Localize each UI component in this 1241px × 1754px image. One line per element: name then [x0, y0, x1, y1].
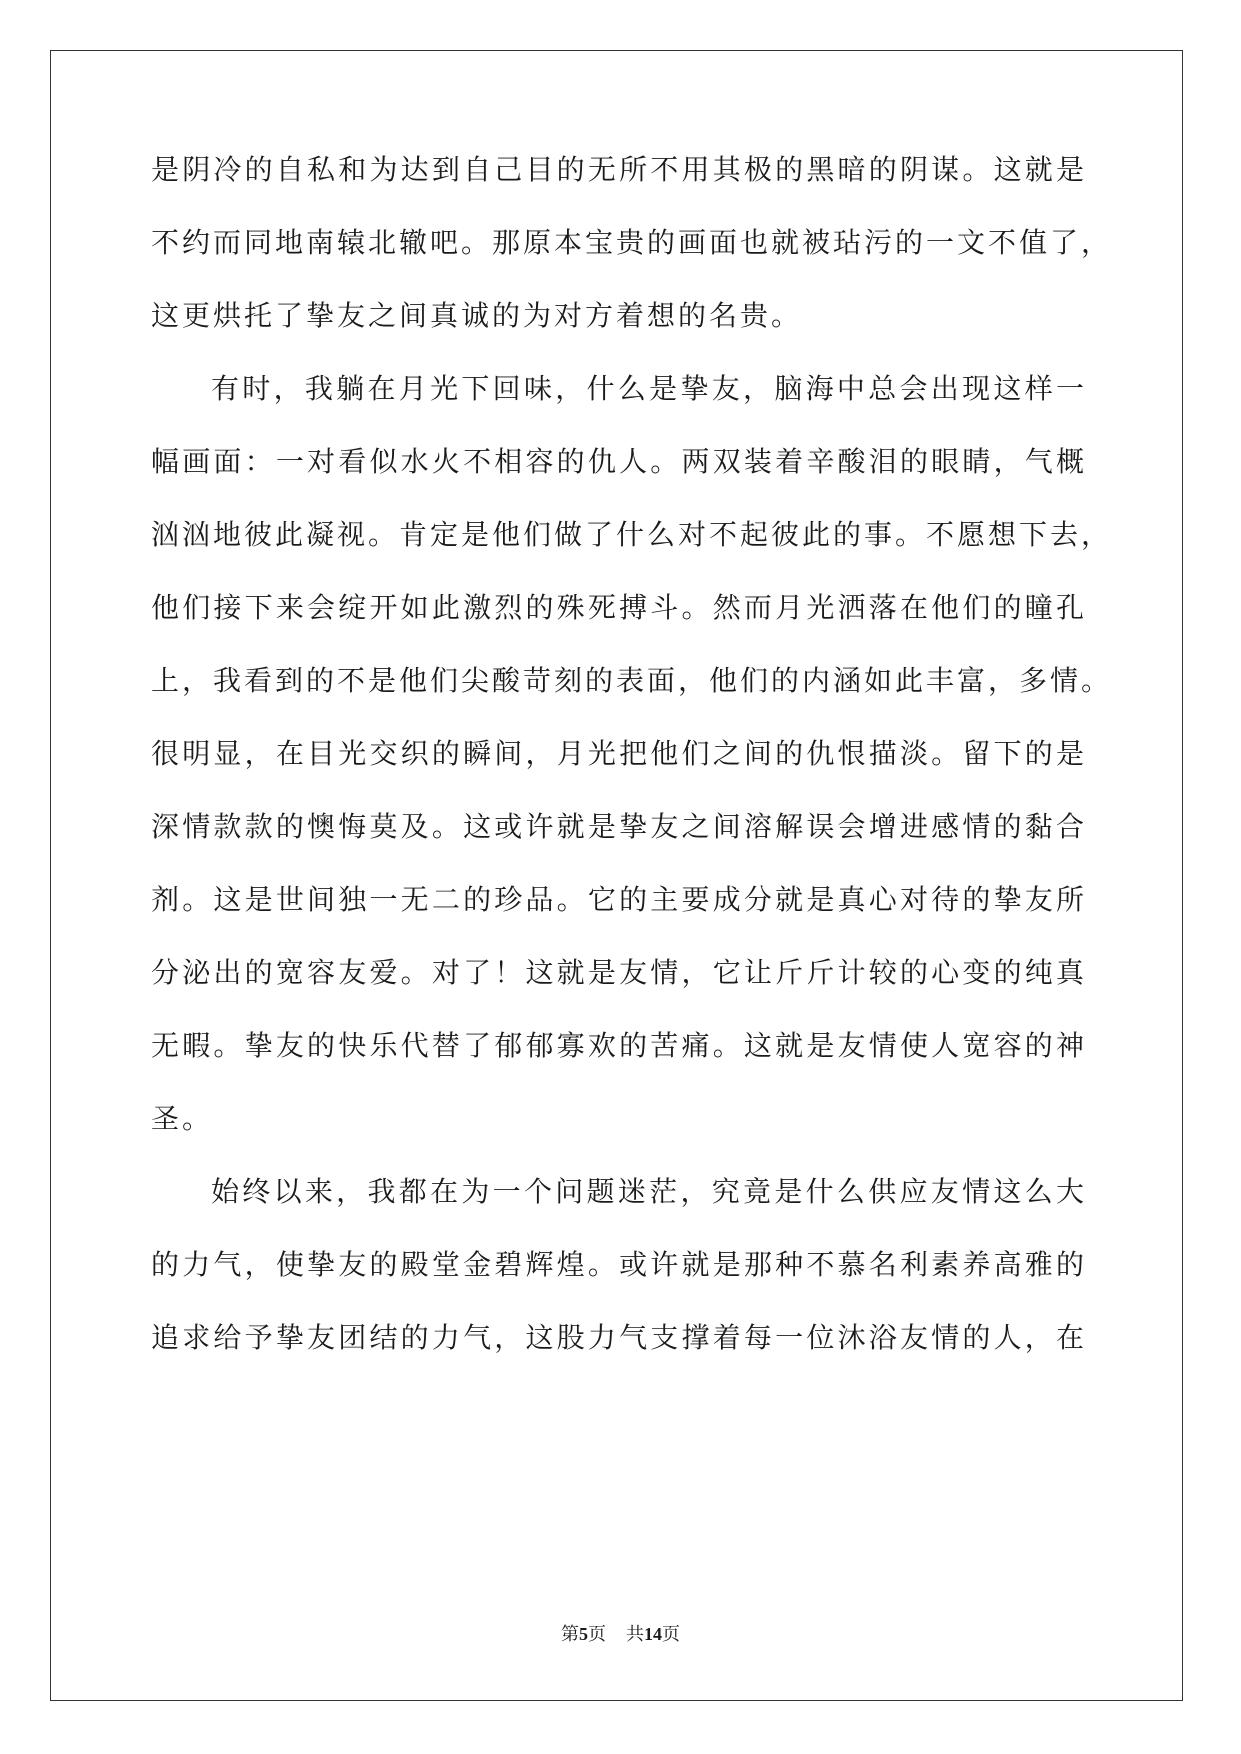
page-number: 5: [579, 1624, 588, 1644]
text-line: 不约而同地南辕北辙吧。那原本宝贵的画面也就被玷污的一文不值了，: [151, 226, 1113, 259]
page-unit: 页: [588, 1624, 606, 1644]
total-prefix: 共: [626, 1624, 644, 1644]
text-line: 深情款款的懊悔莫及。这或许就是挚友之间溶解误会增进感情的黏合: [151, 810, 1087, 843]
page-prefix: 第: [561, 1624, 579, 1644]
text-line: 上，我看到的不是他们尖酸苛刻的表面，他们的内涵如此丰富，多情。: [151, 664, 1113, 697]
text-line: 这更烘托了挚友之间真诚的为对方着想的名贵。: [151, 299, 803, 332]
text-line: 很明显，在目光交织的瞬间，月光把他们之间的仇恨描淡。留下的是: [151, 737, 1087, 770]
total-pages: 14: [644, 1624, 662, 1644]
text-line: 分泌出的宽容友爱。对了！这就是友情，它让斤斤计较的心变的纯真: [151, 956, 1087, 989]
paragraph-start-line: 有时，我躺在月光下回味，什么是挚友，脑海中总会出现这样一: [211, 372, 1087, 405]
text-line: 汹汹地彼此凝视。肯定是他们做了什么对不起彼此的事。不愿想下去，: [151, 518, 1113, 551]
text-line: 他们接下来会绽开如此激烈的殊死搏斗。然而月光洒落在他们的瞳孔: [151, 591, 1087, 624]
text-line: 追求给予挚友团结的力气，这股力气支撑着每一位沐浴友情的人，在: [151, 1321, 1087, 1354]
text-line: 幅画面：一对看似水火不相容的仇人。两双装着辛酸泪的眼睛，气概: [151, 445, 1087, 478]
text-line: 是阴冷的自私和为达到自己目的无所不用其极的黑暗的阴谋。这就是: [151, 153, 1087, 186]
text-line: 圣。: [151, 1102, 214, 1135]
paragraph-start-line: 始终以来，我都在为一个问题迷茫，究竟是什么供应友情这么大: [211, 1175, 1087, 1208]
page-footer: [0, 1622, 1241, 1646]
text-line: 无暇。挚友的快乐代替了郁郁寡欢的苦痛。这就是友情使人宽容的神: [151, 1029, 1087, 1062]
text-line: 的力气，使挚友的殿堂金碧辉煌。或许就是那种不慕名利素养高雅的: [151, 1248, 1087, 1281]
text-line: 剂。这是世间独一无二的珍品。它的主要成分就是真心对待的挚友所: [151, 883, 1087, 916]
total-unit: 页: [662, 1624, 680, 1644]
